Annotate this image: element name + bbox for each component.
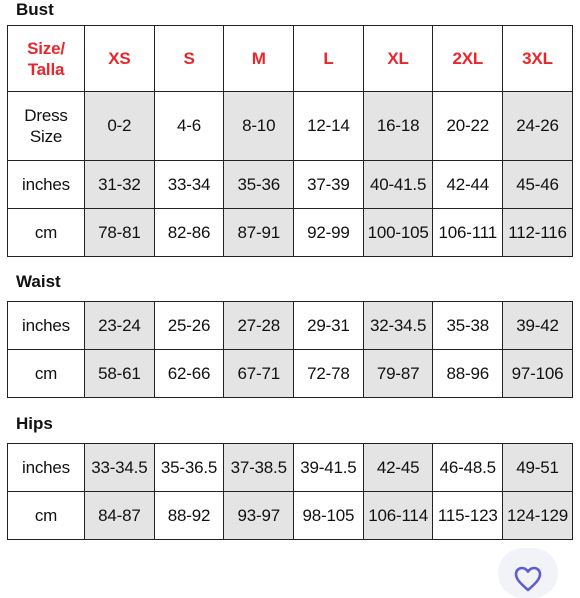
table-cell: 93-97 [224,492,294,540]
hips-title: Hips [16,414,53,433]
table-cell: 62-66 [154,350,224,398]
table-cell: 35-38 [433,302,503,350]
table-row [8,92,573,161]
size-label-line1: Size/ [27,38,65,58]
table-cell: 0-2 [85,92,155,161]
table-cell: 20-22 [433,92,503,161]
table-cell: 12-14 [294,92,364,161]
table-cell: 42-44 [433,161,503,209]
table-cell: 88-96 [433,350,503,398]
waist-table [7,301,573,398]
table-cell: 100-105 [363,209,433,257]
table-cell: 35-36.5 [154,444,224,492]
table-cell: 115-123 [433,492,503,540]
table-row [8,209,573,257]
table-cell: 33-34.5 [85,444,155,492]
row-label-cm: cm [8,209,85,257]
table-cell: 33-34 [154,161,224,209]
row-label-dress-size [8,92,85,161]
waist-title: Waist [16,272,61,291]
table-cell: 92-99 [294,209,364,257]
table-cell: 78-81 [85,209,155,257]
table-cell: 79-87 [363,350,433,398]
table-cell: 39-42 [503,302,573,350]
bust-table [7,25,573,257]
table-cell: 46-48.5 [433,444,503,492]
table-cell: 87-91 [224,209,294,257]
table-row [8,302,573,350]
table-cell: 124-129 [503,492,573,540]
table-cell: 39-41.5 [294,444,364,492]
row-label-line2: Size [29,127,63,146]
table-cell: 4-6 [154,92,224,161]
size-header-xl: XL [363,26,433,92]
row-label-cm: cm [8,492,85,540]
size-header-xs: XS [85,26,155,92]
like-button[interactable] [498,548,558,598]
table-cell: 45-46 [503,161,573,209]
size-header-l: L [294,26,364,92]
bust-header-row [8,26,573,92]
table-row [8,350,573,398]
table-cell: 29-31 [294,302,364,350]
table-cell: 42-45 [363,444,433,492]
table-cell: 72-78 [294,350,364,398]
table-cell: 49-51 [503,444,573,492]
size-label-line2: Talla [27,59,65,79]
size-header-3xl: 3XL [503,26,573,92]
table-cell: 106-114 [363,492,433,540]
row-label-inches: inches [8,161,85,209]
table-cell: 40-41.5 [363,161,433,209]
row-label-line1: Dress [24,106,68,125]
table-cell: 98-105 [294,492,364,540]
table-row [8,444,573,492]
table-cell: 31-32 [85,161,155,209]
table-cell: 16-18 [363,92,433,161]
size-header-s: S [154,26,224,92]
table-row [8,161,573,209]
table-row [8,492,573,540]
table-cell: 84-87 [85,492,155,540]
table-cell: 8-10 [224,92,294,161]
row-label-cm: cm [8,350,85,398]
table-cell: 32-34.5 [363,302,433,350]
heart-icon [514,566,542,592]
hips-table [7,443,573,540]
size-label-cell [8,26,85,92]
table-cell: 24-26 [503,92,573,161]
table-cell: 88-92 [154,492,224,540]
size-header-2xl: 2XL [433,26,503,92]
bust-title: Bust [16,0,54,19]
table-cell: 82-86 [154,209,224,257]
table-cell: 37-39 [294,161,364,209]
table-cell: 27-28 [224,302,294,350]
size-header-m: M [224,26,294,92]
table-cell: 37-38.5 [224,444,294,492]
table-cell: 23-24 [85,302,155,350]
table-cell: 97-106 [503,350,573,398]
table-cell: 35-36 [224,161,294,209]
row-label-inches: inches [8,302,85,350]
table-cell: 58-61 [85,350,155,398]
table-cell: 25-26 [154,302,224,350]
table-cell: 112-116 [503,209,573,257]
row-label-inches: inches [8,444,85,492]
table-cell: 67-71 [224,350,294,398]
table-cell: 106-111 [433,209,503,257]
